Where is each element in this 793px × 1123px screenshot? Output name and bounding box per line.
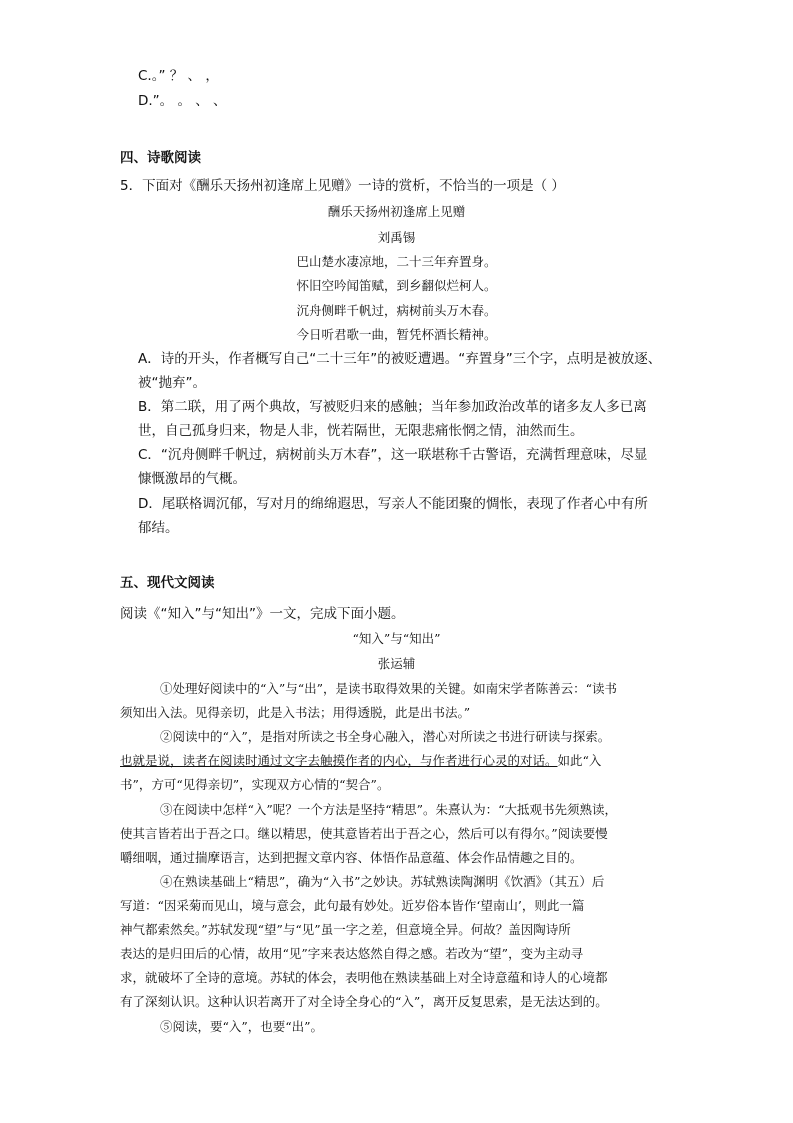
section-4-title: 四、诗歌阅读 bbox=[120, 150, 201, 166]
poem-line-2: 怀旧空吟闻笛赋，到乡翻似烂柯人。 bbox=[296, 278, 497, 293]
paragraph-2-line-3: 书”，方可“见得亲切”，实现双方心情的“契合”。 bbox=[120, 777, 390, 792]
poem-line-3: 沉舟侧畔千帆过，病树前头万木春。 bbox=[296, 303, 497, 318]
section-5-title: 五、现代文阅读 bbox=[120, 575, 215, 591]
option-c-line-1: C．“沉舟侧畔千帆过，病树前头万木春”，这一联堪称千古警语，充满哲理意味，尽显 bbox=[138, 447, 648, 463]
paragraph-3-line-3: 嚼细咽，通过揣摩语言，达到把握文章内容、体悟作品意蕴、体会作品情趣之目的。 bbox=[120, 850, 583, 865]
underlined-sentence: 也就是说，读者在阅读时通过文字去触摸作者的内心，与作者进行心灵的对话。 bbox=[120, 753, 558, 768]
paragraph-3-line-2: 使其言皆若出于吾之口。继以精思，使其意皆若出于吾之心，然后可以有得尔。”阅读要慢 bbox=[120, 826, 608, 841]
poem-line-1: 巴山楚水凄凉地，二十三年弃置身。 bbox=[296, 254, 497, 269]
option-a-line-1: A．诗的开头，作者概写自己“二十三年”的被贬遭遇。“弃置身”三个字，点明是被放逐、 bbox=[138, 351, 662, 367]
paragraph-4-line-2: 写道：“因采菊而见山，境与意会，此句最有妙处。近岁俗本皆作‘望南山’，则此一篇 bbox=[120, 898, 585, 913]
paragraph-4-line-6: 有了深刻认识。这种认识若离开了对全诗全身心的“入”，离开反复思索，是无法达到的。 bbox=[120, 994, 608, 1009]
essay-author: 张运辅 bbox=[377, 656, 416, 671]
paragraph-4-line-3: 神气都索然矣。”苏轼发现“望”与“见”虽一字之差，但意境全异。何故？盖因陶诗所 bbox=[120, 922, 571, 937]
paragraph-2-line-1: ②阅读中的“入”，是指对所读之书全身心融入，潜心对所读之书进行研读与探索。 bbox=[160, 729, 611, 744]
paragraph-4-line-5: 求，就破坏了全诗的意境。苏轼的体会，表明他在熟读基础上对全诗意蕴和诗人的心境都 bbox=[120, 970, 608, 985]
poem-title: 酬乐天扬州初逢席上见赠 bbox=[327, 204, 466, 219]
paragraph-1-line-1: ①处理好阅读中的“入”与“出”，是读书取得效果的关键。如南宋学者陈善云：“读书 bbox=[160, 681, 617, 696]
question-5: 5．下面对《酬乐天扬州初逢席上见赠》一诗的赏析，不恰当的一项是（ ） bbox=[120, 178, 565, 194]
paragraph-5-line-1: ⑤阅读，要“入”，也要“出”。 bbox=[160, 1019, 324, 1034]
option-d-line-1: D．尾联格调沉郁，写对月的绵绵遐思，写亲人不能团聚的惆怅，表现了作者心中有所 bbox=[138, 496, 648, 512]
option-b-line-2: 世，自己孤身归来，物是人非，恍若隔世，无限悲痛怅惘之情，油然而生。 bbox=[138, 423, 584, 439]
option-c-line-2: 慷慨激昂的气概。 bbox=[138, 471, 246, 487]
option-d-previous: D.”。 。 、 、 bbox=[138, 93, 227, 109]
paragraph-2-line-2-rest: 如此“入 bbox=[557, 753, 602, 768]
option-d-line-2: 郁结。 bbox=[138, 520, 179, 536]
poem-line-4: 今日听君歌一曲，暂凭杯酒长精神。 bbox=[296, 327, 497, 342]
paragraph-1-line-2: 须知出入法。见得亲切，此是入书法；用得透脱，此是出书法。” bbox=[120, 705, 471, 720]
poem-author: 刘禹锡 bbox=[377, 230, 416, 245]
option-b-line-1: B．第二联，用了两个典故，写被贬归来的感触；当年参加政治改革的诸多友人多已离 bbox=[138, 399, 647, 415]
option-a-line-2: 被“抛弃”。 bbox=[138, 375, 206, 391]
option-c-previous: C.。” ？ 、 ， bbox=[138, 68, 219, 84]
paragraph-2-line-2 bbox=[120, 751, 601, 771]
essay-title: “知入”与“知出” bbox=[352, 631, 441, 646]
reading-intro: 阅读《“知入”与“知出”》一文，完成下面小题。 bbox=[120, 606, 405, 622]
paragraph-4-line-4: 表达的是归田后的心情，故用“见”字来表达悠然自得之感。若改为“望”，变为主动寻 bbox=[120, 946, 584, 961]
paragraph-3-line-1: ③在阅读中怎样“入”呢？一个方法是坚持“精思”。朱熹认为：“大抵观书先须熟读， bbox=[160, 802, 617, 817]
paragraph-4-line-1: ④在熟读基础上“精思”，确为“入书”之妙诀。苏轼熟读陶渊明《饮酒》（其五）后 bbox=[160, 874, 605, 889]
